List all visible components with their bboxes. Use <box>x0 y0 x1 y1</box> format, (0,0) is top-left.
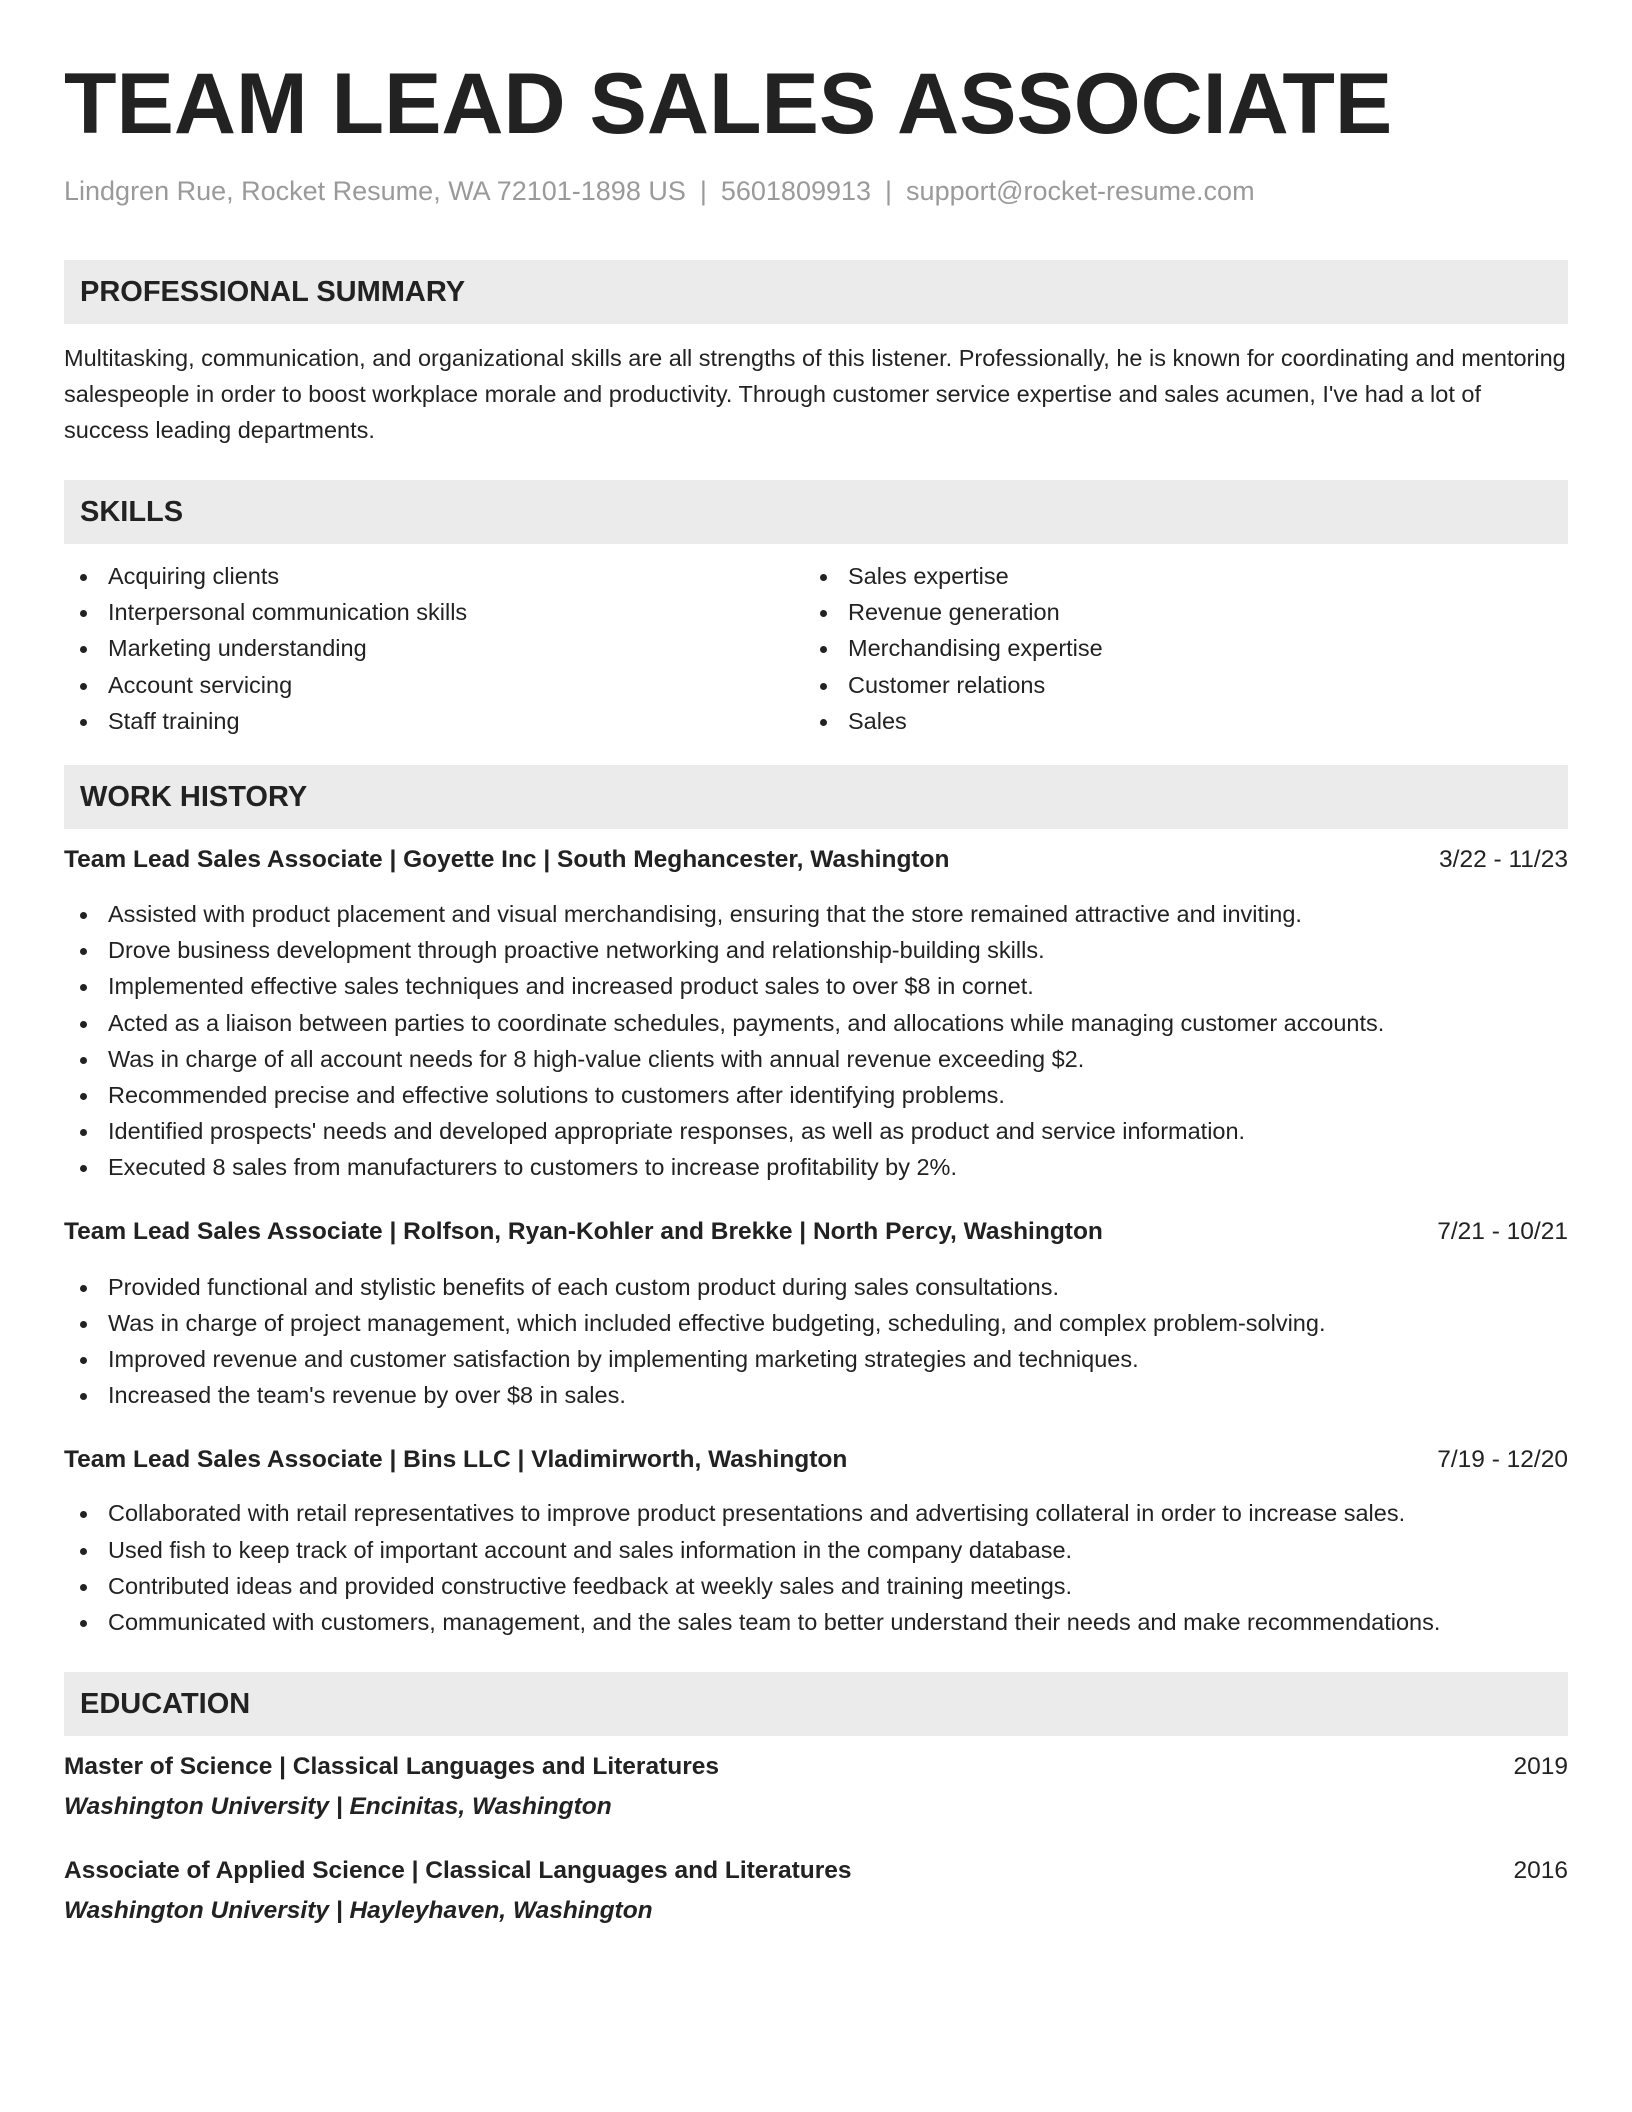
job-bullets <box>64 1495 1568 1640</box>
job-entry <box>64 843 1568 1186</box>
job-bullet: Provided functional and stylistic benefits of each custom product during sales consultations. <box>64 1269 1568 1305</box>
education-year: 2019 <box>1513 1753 1568 1781</box>
skill-item: Sales <box>804 703 1560 739</box>
job-bullet: Recommended precise and effective solutions to customers after identifying problems. <box>64 1077 1568 1113</box>
education-degree: Associate of Applied Science | Classical Languages and Literatures <box>64 1857 852 1885</box>
job-bullet: Used fish to keep track of important account and sales information in the company database. <box>64 1532 1568 1568</box>
education-entry <box>64 1750 1568 1824</box>
section-header-work-history: WORK HISTORY <box>64 765 1568 829</box>
education-school: Washington University | Hayleyhaven, Washington <box>64 1897 653 1925</box>
skill-item: Account servicing <box>64 667 804 703</box>
skill-item: Acquiring clients <box>64 558 804 594</box>
job-bullets <box>64 896 1568 1186</box>
job-header <box>64 843 1568 877</box>
contact-address: Lindgren Rue, Rocket Resume, WA 72101-1898 US <box>64 176 686 206</box>
job-bullet: Executed 8 sales from manufacturers to customers to increase profitability by 2%. <box>64 1149 1568 1185</box>
skill-item: Interpersonal communication skills <box>64 594 804 630</box>
job-title: Team Lead Sales Associate | Goyette Inc | South Meghancester, Washington <box>64 846 950 874</box>
skill-item: Marketing understanding <box>64 630 804 666</box>
section-header-skills: SKILLS <box>64 480 1568 544</box>
job-bullet: Communicated with customers, management, and the sales team to better understand their needs and make recommendations. <box>64 1604 1568 1640</box>
summary-text: Multitasking, communication, and organizational skills are all strengths of this listener. Professionally, he is known for coordinating and mentoring salespeople in order to boost workplace morale and productivity. Through customer service expertise and sales acumen, I've had a lot of success leading departments. <box>64 345 1566 443</box>
contact-email: support@rocket-resume.com <box>906 176 1255 206</box>
job-bullet: Increased the team's revenue by over $8 in sales. <box>64 1377 1568 1413</box>
job-bullet: Implemented effective sales techniques and increased product sales to over $8 in cornet. <box>64 968 1568 1004</box>
job-bullet: Identified prospects' needs and developed appropriate responses, as well as product and service information. <box>64 1113 1568 1149</box>
job-dates: 7/19 - 12/20 <box>1437 1446 1568 1474</box>
job-bullet: Acted as a liaison between parties to coordinate schedules, payments, and allocations while managing customer accounts. <box>64 1005 1568 1041</box>
job-entry <box>64 1443 1568 1640</box>
contact-line <box>64 174 1568 208</box>
job-bullet: Contributed ideas and provided constructive feedback at weekly sales and training meetings. <box>64 1568 1568 1604</box>
skill-item: Staff training <box>64 703 804 739</box>
contact-separator: | <box>699 176 707 206</box>
job-header <box>64 1443 1568 1477</box>
skills-list <box>64 558 1568 739</box>
job-title: Team Lead Sales Associate | Bins LLC | Vladimirworth, Washington <box>64 1446 848 1474</box>
job-bullet: Was in charge of all account needs for 8 high-value clients with annual revenue exceeding $2. <box>64 1041 1568 1077</box>
education-year: 2016 <box>1513 1857 1568 1885</box>
job-entry <box>64 1215 1568 1414</box>
job-title: Team Lead Sales Associate | Rolfson, Ryan-Kohler and Brekke | North Percy, Washington <box>64 1217 1103 1245</box>
education-header <box>64 1854 1568 1888</box>
education-header <box>64 1750 1568 1784</box>
job-bullet: Drove business development through proactive networking and relationship-building skills. <box>64 932 1568 968</box>
education-school: Washington University | Encinitas, Washington <box>64 1793 612 1821</box>
job-dates: 7/21 - 10/21 <box>1437 1217 1568 1245</box>
contact-phone: 5601809913 <box>720 176 872 206</box>
job-dates: 3/22 - 11/23 <box>1439 846 1568 874</box>
skill-item: Revenue generation <box>804 594 1560 630</box>
job-bullets <box>64 1269 1568 1414</box>
skill-item: Customer relations <box>804 667 1560 703</box>
job-bullet: Was in charge of project management, which included effective budgeting, scheduling, and complex problem-solving. <box>64 1305 1568 1341</box>
skill-item: Sales expertise <box>804 558 1560 594</box>
contact-separator: | <box>885 176 893 206</box>
resume-name: TEAM LEAD SALES ASSOCIATE <box>64 56 1393 152</box>
skill-item: Merchandising expertise <box>804 630 1560 666</box>
job-bullet: Collaborated with retail representatives to improve product presentations and advertising collateral in order to increase sales. <box>64 1495 1568 1531</box>
education-entry <box>64 1854 1568 1928</box>
job-bullet: Assisted with product placement and visual merchandising, ensuring that the store remained attractive and inviting. <box>64 896 1568 932</box>
section-header-education: EDUCATION <box>64 1672 1568 1736</box>
skills-column-right <box>804 558 1560 739</box>
job-bullet: Improved revenue and customer satisfaction by implementing marketing strategies and techniques. <box>64 1341 1568 1377</box>
education-degree: Master of Science | Classical Languages and Literatures <box>64 1753 719 1781</box>
job-header <box>64 1215 1568 1249</box>
section-header-summary: PROFESSIONAL SUMMARY <box>64 260 1568 324</box>
skills-column-left <box>64 558 804 739</box>
